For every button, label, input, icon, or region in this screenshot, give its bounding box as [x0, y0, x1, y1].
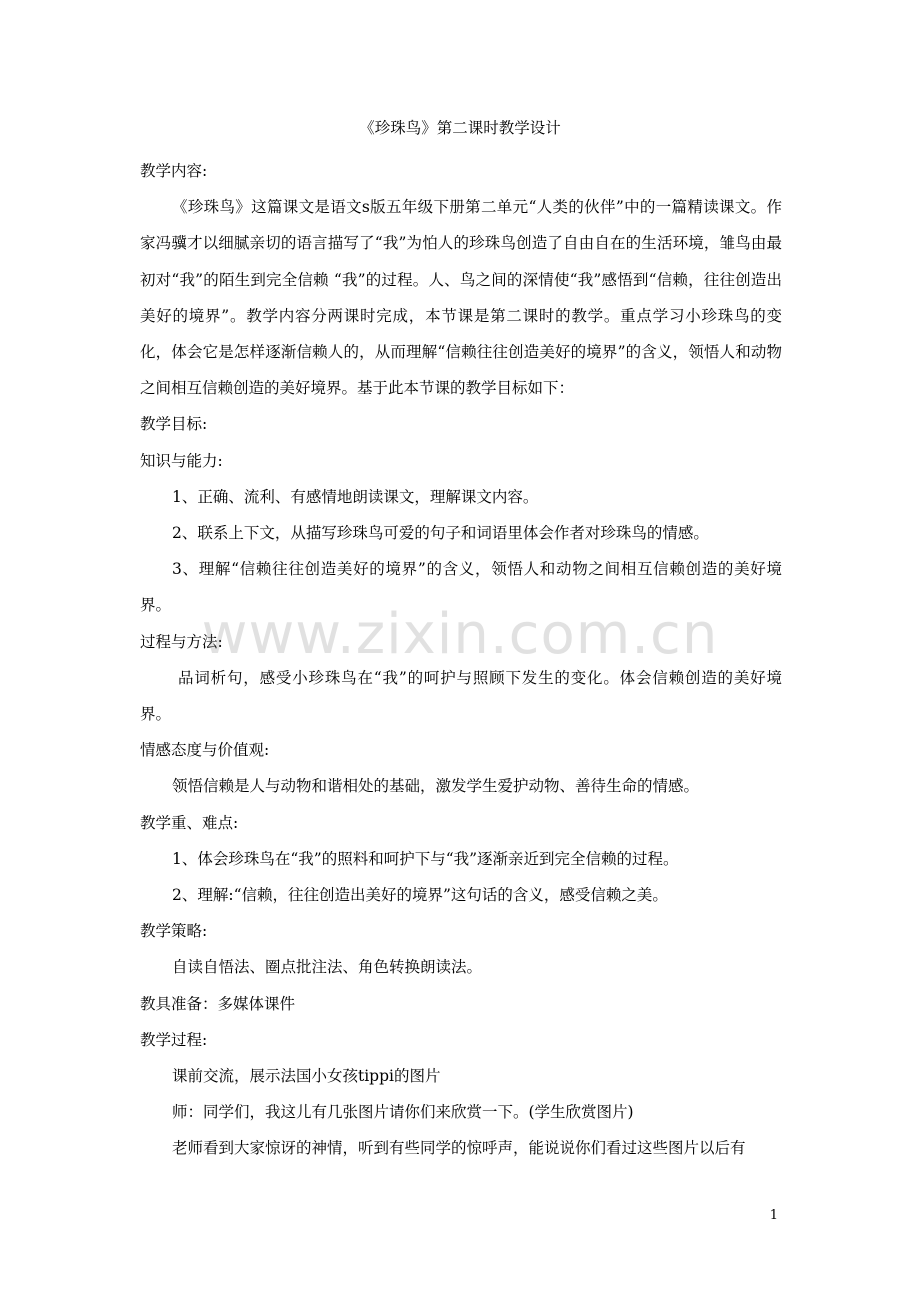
- heading-emotion-values: 情感态度与价值观:: [140, 741, 270, 760]
- heading-knowledge-ability: 知识与能力:: [140, 451, 223, 470]
- list-item-knowledge-1: 1、正确、流利、有感情地朗读课文，理解课文内容。: [172, 487, 539, 506]
- procedure-line-2: 师：同学们，我这儿有几张图片请你们来欣赏一下。(学生欣赏图片): [172, 1103, 634, 1122]
- heading-teaching-content: 教学内容:: [140, 162, 208, 180]
- heading-teaching-procedure: 教学过程:: [140, 1030, 208, 1049]
- document-title: 《珍珠鸟》第二课时教学设计: [359, 119, 561, 137]
- list-item-keypoint-2: 2、理解:“信赖，往往创造出美好的境界”这句话的含义，感受信赖之美。: [172, 886, 668, 905]
- procedure-line-1: 课前交流，展示法国小女孩tippi的图片: [172, 1067, 441, 1086]
- heading-process-method: 过程与方法:: [140, 632, 223, 651]
- line-teaching-tools: 教具准备：多媒体课件: [140, 994, 296, 1013]
- watermark: www.zixin.com.cn: [201, 602, 719, 667]
- paragraph-emotion-values: 领悟信赖是人与动物和谐相处的基础，激发学生爱护动物、善待生命的情感。: [172, 777, 700, 796]
- paragraph-teaching-strategy: 自读自悟法、圈点批注法、角色转换朗读法。: [172, 958, 483, 977]
- paragraph-process-method: 品词析句，感受小珍珠鸟在“我”的呵护与照顾下发生的变化。体会信赖创造的美好境界。: [140, 668, 782, 724]
- list-item-knowledge-3: 3、理解“信赖往往创造美好的境界”的含义，领悟人和动物之间相互信赖创造的美好境界。: [140, 560, 782, 615]
- heading-teaching-strategy: 教学策略:: [140, 922, 208, 941]
- heading-teaching-goals: 教学目标:: [140, 415, 208, 434]
- heading-key-points: 教学重、难点:: [140, 813, 239, 832]
- list-item-knowledge-2: 2、联系上下文，从描写珍珠鸟可爱的句子和词语里体会作者对珍珠鸟的情感。: [172, 524, 709, 543]
- paragraph-teaching-content: 《珍珠鸟》这篇课文是语文s版五年级下册第二单元“人类的伙伴”中的一篇精读课文。作家冯骥才以细腻亲切的语言描写了“我”为怕人的珍珠鸟创造了自由自在的生活环境，雏鸟由最初对“我”的陌生到完全信赖 “我”的过程。人、鸟之间的深情使“我”感悟到“信赖，往往创造出美好的境界”。教学内容分两课时完成，本节课是第二课时的教学。重点学习小珍珠鸟的变化，体会它是怎样逐渐信赖人的，从而理解“信赖往往创造美好的境界”的含义，领悟人和动物之间相互信赖创造的美好境界。基于此本节课的教学目标如下：: [140, 198, 782, 398]
- document-body: [140, 153, 782, 1167]
- procedure-line-3: 老师看到大家惊讶的神情，听到有些同学的惊呼声，能说说你们看过这些图片以后有: [172, 1139, 746, 1158]
- list-item-keypoint-1: 1、体会珍珠鸟在“我”的照料和呵护下与“我”逐渐亲近到完全信赖的过程。: [172, 849, 679, 868]
- page-number: 1: [769, 1208, 778, 1223]
